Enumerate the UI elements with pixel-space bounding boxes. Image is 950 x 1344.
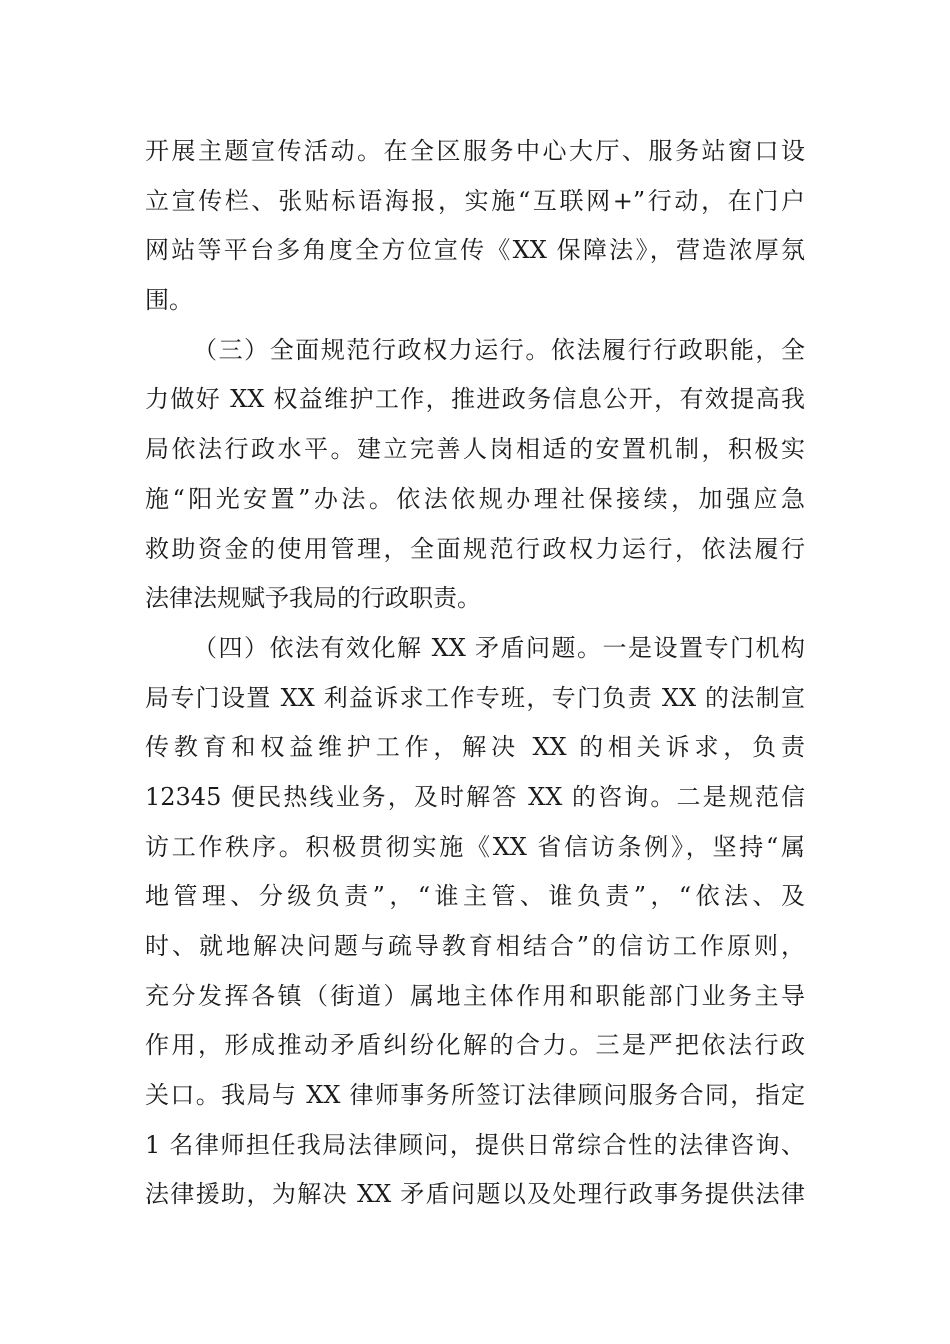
text-line: 12345 便民热线业务，及时解答 XX 的咨询。二是规范信 (145, 782, 805, 811)
paragraph-section-4 (145, 624, 805, 1220)
section-heading-line: （三）全面规范行政权力运行。依法履行行政职能，全 (193, 335, 805, 364)
text-line: 地管理、分级负责”，“谁主管、谁负责”，“依法、及 (145, 882, 805, 911)
text-line: 传教育和权益维护工作，解决 XX 的相关诉求，负责 (145, 733, 805, 762)
text-line: 局专门设置 XX 利益诉求工作专班，专门负责 XX 的法制宣 (145, 683, 805, 712)
text-line: 局依法行政水平。建立完善人岗相适的安置机制，积极实 (145, 435, 805, 464)
text-line: 施“阳光安置”办法。依法依规办理社保接续，加强应急 (145, 484, 805, 513)
paragraph-section-3 (145, 326, 805, 624)
text-line: 力做好 XX 权益维护工作，推进政务信息公开，有效提高我 (145, 385, 805, 414)
text-line: 法律法规赋予我局的行政职责。 (145, 584, 481, 613)
text-line: 充分发挥各镇（街道）属地主体作用和职能部门业务主导 (145, 981, 805, 1010)
text-line: 时、就地解决问题与疏导教育相结合”的信访工作原则， (145, 932, 805, 960)
paragraph-continuation (145, 127, 805, 326)
text-line: 立宣传栏、张贴标语海报，实施“互联网+”行动，在门户 (145, 186, 805, 215)
text-line: 救助资金的使用管理，全面规范行政权力运行，依法履行 (145, 534, 805, 563)
text-line: 法律援助，为解决 XX 矛盾问题以及处理行政事务提供法律 (145, 1180, 805, 1209)
text-line: 关口。我局与 XX 律师事务所签订法律顾问服务合同，指定 (145, 1081, 805, 1110)
section-heading-line: （四）依法有效化解 XX 矛盾问题。一是设置专门机构 (193, 633, 805, 662)
body-text (145, 127, 805, 1220)
text-line: 1 名律师担任我局法律顾问，提供日常综合性的法律咨询、 (145, 1130, 805, 1159)
text-line: 网站等平台多角度全方位宣传《XX 保障法》，营造浓厚氛 (145, 236, 805, 265)
text-line: 作用，形成推动矛盾纠纷化解的合力。三是严把依法行政 (145, 1031, 805, 1060)
text-line: 开展主题宣传活动。在全区服务中心大厅、服务站窗口设 (145, 137, 805, 165)
text-line: 访工作秩序。积极贯彻实施《XX 省信访条例》，坚持“属 (145, 832, 805, 861)
text-line: 围。 (145, 286, 193, 315)
